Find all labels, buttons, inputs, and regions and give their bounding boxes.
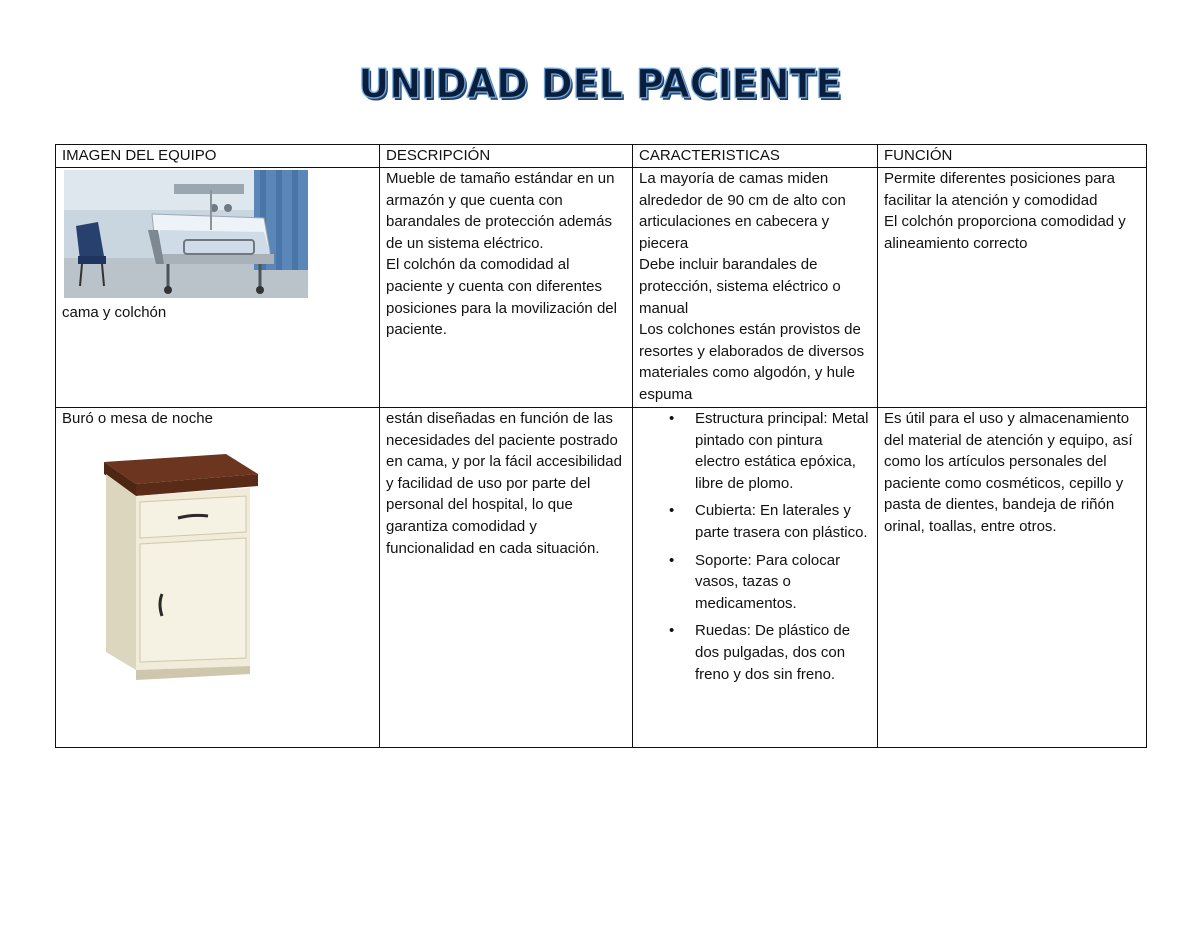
characteristics-list bbox=[639, 408, 871, 685]
page-title: UNIDAD DEL PACIENTE bbox=[358, 60, 842, 108]
column-header-image: IMAGEN DEL EQUIPO bbox=[56, 145, 380, 168]
characteristics-cell bbox=[633, 168, 878, 408]
function-paragraph: Permite diferentes posiciones para facilitar la atención y comodidad bbox=[884, 170, 1115, 209]
characteristics-cell bbox=[633, 408, 878, 748]
table-row bbox=[56, 408, 1147, 748]
equipment-label: cama y colchón bbox=[62, 304, 167, 321]
description-cell bbox=[380, 408, 633, 748]
list-item: • Estructura principal: Metal pintado con pintura electro estática epóxica, libre de plomo. bbox=[695, 408, 871, 494]
list-item: • Cubierta: En laterales y parte trasera con plástico. bbox=[695, 500, 871, 543]
list-item: • Soporte: Para colocar vasos, tazas o medicamentos. bbox=[695, 550, 871, 615]
function-paragraph: Es útil para el uso y almacenamiento del material de atención y equipo, así como los artículos personales del paciente como cosméticos, cepillo y pasta de dientes, bandeja de riñón orinal, toallas, entre otros. bbox=[884, 410, 1133, 535]
nightstand-photo bbox=[100, 444, 260, 684]
description-paragraph: El colchón da comodidad al paciente y cuenta con diferentes posiciones para la movilización del paciente. bbox=[386, 256, 617, 339]
function-cell bbox=[878, 168, 1147, 408]
column-header-function: FUNCIÓN bbox=[878, 145, 1147, 168]
table-header-row bbox=[56, 145, 1147, 168]
table-row bbox=[56, 168, 1147, 408]
description-paragraph: Mueble de tamaño estándar en un armazón y que cuenta con barandales de protección además de un sistema eléctrico. bbox=[386, 170, 615, 252]
characteristics-paragraph: La mayoría de camas miden alrededor de 90 cm de alto con articulaciones en cabecera y piecera bbox=[639, 170, 846, 252]
image-cell bbox=[56, 168, 380, 408]
equipment-label: Buró o mesa de noche bbox=[62, 410, 213, 427]
function-paragraph: El colchón proporciona comodidad y alineamiento correcto bbox=[884, 213, 1126, 252]
description-cell bbox=[380, 168, 633, 408]
image-cell bbox=[56, 408, 380, 748]
column-header-characteristics: CARACTERISTICAS bbox=[633, 145, 878, 168]
characteristics-paragraph: Los colchones están provistos de resortes y elaborados de diversos materiales como algodón, y hule espuma bbox=[639, 321, 865, 403]
equipment-table bbox=[55, 144, 1147, 748]
characteristics-paragraph: Debe incluir barandales de protección, sistema eléctrico o manual bbox=[639, 256, 841, 317]
list-item: • Ruedas: De plástico de dos pulgadas, dos con freno y dos sin freno. bbox=[695, 620, 871, 685]
column-header-description: DESCRIPCIÓN bbox=[380, 145, 633, 168]
page-header bbox=[0, 62, 1200, 106]
description-paragraph: están diseñadas en función de las necesidades del paciente postrado en cama, y por la fácil accesibilidad y facilidad de uso por parte del personal del hospital, lo que garantiza comodidad y funcionalidad en cada situación. bbox=[386, 410, 622, 557]
function-cell bbox=[878, 408, 1147, 748]
hospital-bed-photo bbox=[64, 170, 308, 298]
